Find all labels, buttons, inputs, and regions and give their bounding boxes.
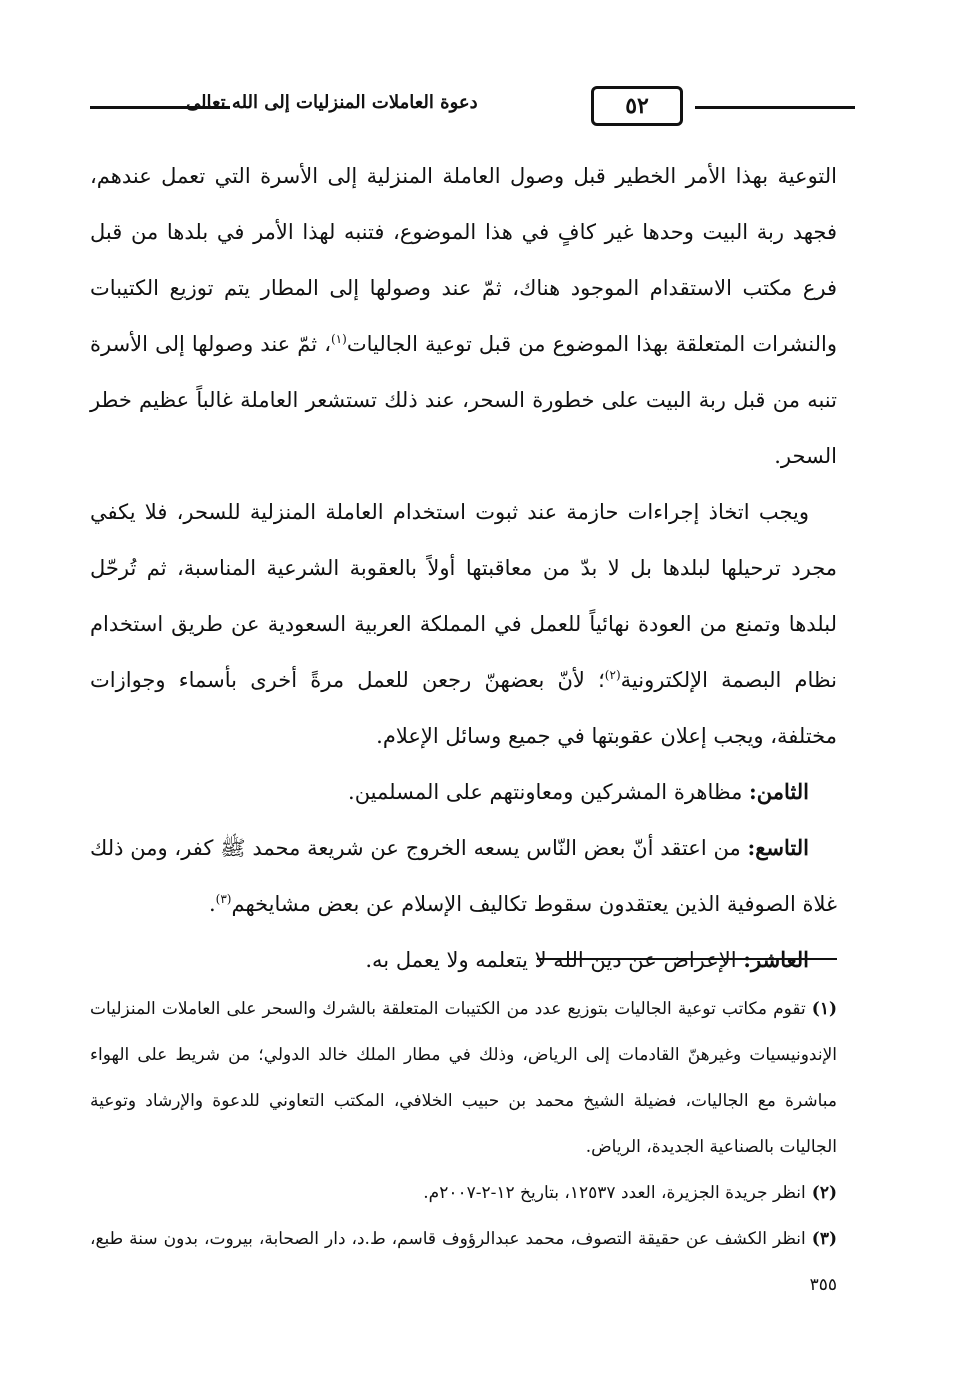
footnote-3-number: (٣)	[811, 1229, 837, 1249]
footnote-1-number: (١)	[811, 999, 837, 1019]
footnote-2-number: (٢)	[811, 1183, 837, 1203]
body-text	[90, 148, 837, 988]
running-title: دعوة العاملات المنزليات إلى الله تعالى	[186, 92, 478, 113]
footnote-separator	[537, 958, 837, 960]
footnotes	[90, 986, 837, 1308]
running-header	[90, 88, 855, 124]
footnote-ref-1: (١)	[330, 332, 347, 346]
item-tenth-text: الإعراض عن دين الله لا يتعلمه ولا يعمل به.	[365, 948, 744, 972]
footnote-2-text: انظر جريدة الجزيرة، العدد ١٢٥٣٧، بتاريخ ١٢-٢-٢٠٠٧م.	[423, 1183, 806, 1203]
item-ninth-tail: .	[208, 892, 216, 916]
page-number: ٥٢	[591, 86, 683, 126]
footnote-1	[90, 986, 837, 1170]
footnote-ref-3: (٣)	[215, 892, 232, 906]
footnote-3-text: انظر الكشف عن حقيقة التصوف، محمد عبدالرؤوف قاسم، ط.د، دار الصحابة، بيروت، بدون سنة طبع، ٣٥٥	[90, 1229, 837, 1295]
paragraph-2-text: ويجب اتخاذ إجراءات حازمة عند ثبوت استخدام العاملة المنزلية للسحر، فلا يكفي مجرد ترحيلها لبلدها بل لا بدّ من معاقبتها أولاً بالعقوبة الشرعية المناسبة، ثم تُرحّل لبلدها وتمنع من العودة نهائياً للعمل في المملكة العربية السعودية عن طريق استخدام نظام البصمة الإلكترونية	[90, 500, 837, 692]
footnote-ref-2: (٢)	[604, 668, 621, 682]
item-eighth	[90, 764, 837, 820]
paragraph-1	[90, 148, 837, 484]
paragraph-2-tail: ؛ لأنّ بعضهنّ رجعن للعمل مرةً أخرى بأسماء وجوازات مختلفة، ويجب إعلان عقوبتها في جميع وسائل الإعلام.	[90, 668, 837, 748]
paragraph-2	[90, 484, 837, 764]
paragraph-1-text: التوعية بهذا الأمر الخطير قبل وصول العاملة المنزلية إلى الأسرة التي تعمل عندهم، فجهد ربة البيت وحدها غير كافٍ في هذا الموضوع، فتنبه لهذا الأمر في بلدها من قبل فرع مكتب الاستقدام الموجود هناك، ثمّ عند وصولها إلى المطار يتم توزيع الكتيبات والنشرات المتعلقة بهذا الموضوع من قبل توعية الجاليات	[90, 164, 837, 356]
item-ninth	[90, 820, 837, 932]
item-tenth	[90, 932, 837, 988]
item-ninth-text: من اعتقد أنّ بعض النّاس يسعه الخروج عن شريعة محمد ﷺ كفر، ومن ذلك غلاة الصوفية الذين يعتقدون سقوط تكاليف الإسلام عن بعض مشايخهم	[90, 836, 837, 916]
header-rule-right	[695, 106, 855, 109]
item-eighth-text: مظاهرة المشركين ومعاونتهم على المسلمين.	[348, 780, 750, 804]
header-rule-left	[90, 106, 230, 109]
footnote-3	[90, 1216, 837, 1308]
item-tenth-label: العاشر:	[743, 947, 809, 972]
footnote-1-text: تقوم مكاتب توعية الجاليات بتوزيع عدد من الكتيبات المتعلقة بالشرك والسحر على العاملات المنزليات الإندونيسيات وغيرهنّ القادمات إلى الرياض، وذلك في مطار الملك خالد الدولي؛ من شريط على الهواء مباشرة مع الجاليات، فضيلة الشيخ محمد بن حبيب الخلافي، المكتب التعاوني للدعوة والإرشاد وتوعية الجاليات بالصناعية الجديدة، الرياض.	[90, 999, 837, 1157]
footnote-2	[90, 1170, 837, 1216]
paragraph-1-tail: ، ثمّ عند وصولها إلى الأسرة تنبه من قبل ربة البيت على خطورة السحر، عند ذلك تستشعر العاملة غالباً عظيم خطر السحر.	[90, 332, 837, 468]
item-eighth-label: الثامن:	[749, 779, 809, 804]
item-ninth-label: التاسع:	[747, 835, 809, 860]
